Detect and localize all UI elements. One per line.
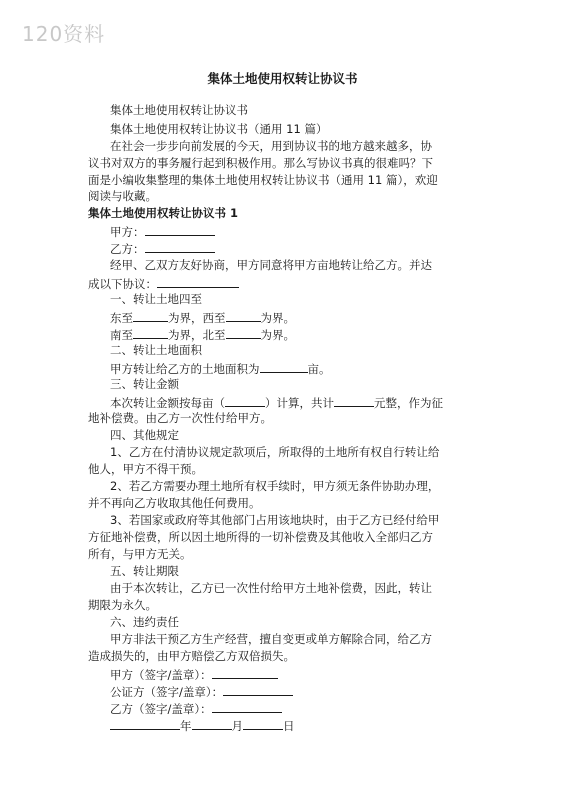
clause-heading-3: 三、转让金额 bbox=[110, 377, 179, 391]
signature-party-a bbox=[110, 666, 278, 683]
boundary-end: 为界。 bbox=[260, 311, 295, 325]
intro-paragraph-line: 阅读与收藏。 bbox=[88, 189, 157, 203]
boundary-line-1 bbox=[110, 309, 295, 326]
consult-text: 成以下协议： bbox=[88, 277, 157, 291]
year-label: 年 bbox=[180, 719, 192, 733]
party-a-label: 甲方： bbox=[110, 225, 145, 239]
sign-notary-blank bbox=[223, 683, 293, 696]
rule-2-line-2: 并不再向乙方收取其他任何费用。 bbox=[88, 496, 261, 510]
day-label: 日 bbox=[283, 719, 295, 733]
term-line: 由于本次转让，乙方已一次性付给甲方土地补偿费，因此，转让 bbox=[110, 581, 432, 595]
north-blank bbox=[226, 326, 261, 339]
sign-a-label: 甲方（签字/盖章）： bbox=[110, 668, 212, 682]
term-line-2: 期限为永久。 bbox=[88, 598, 157, 612]
party-b-blank bbox=[145, 240, 215, 253]
clause-heading-1: 一、转让土地四至 bbox=[110, 292, 202, 306]
month-label: 月 bbox=[231, 719, 243, 733]
amount-line-2: 地补偿费。由乙方一次性付给甲方。 bbox=[88, 411, 272, 425]
south-label: 南至 bbox=[110, 328, 133, 342]
rule-3-line: 3、若国家或政府等其他部门占用该地块时，由于乙方已经付给甲 bbox=[110, 513, 440, 527]
east-label: 东至 bbox=[110, 311, 133, 325]
year-blank bbox=[110, 717, 180, 730]
sign-a-blank bbox=[212, 666, 278, 679]
intro-line-2: 集体土地使用权转让协议书（通用 11 篇） bbox=[110, 122, 328, 136]
south-blank bbox=[133, 326, 168, 339]
clause-heading-2: 二、转让土地面积 bbox=[110, 343, 202, 357]
sign-b-blank bbox=[212, 700, 282, 713]
consult-line: 经甲、乙双方友好协商，甲方同意将甲方亩地转让给乙方。并达 bbox=[110, 258, 432, 272]
area-unit: 亩。 bbox=[307, 362, 331, 376]
clause-heading-4: 四、其他规定 bbox=[110, 428, 179, 442]
party-a-blank bbox=[145, 223, 215, 236]
boundary-line-2 bbox=[110, 326, 295, 343]
intro-line-1: 集体土地使用权转让协议书 bbox=[110, 103, 248, 117]
consult-blank bbox=[157, 275, 239, 288]
north-label: 为界，北至 bbox=[168, 328, 226, 342]
amount-text-b: ）计算，共计 bbox=[265, 396, 334, 410]
rule-3-line-3: 所有，与甲方无关。 bbox=[88, 547, 192, 561]
section-heading: 集体土地使用权转让协议书 1 bbox=[88, 206, 239, 220]
intro-paragraph-line: 议书对双方的事务履行起到积极作用。那么写协议书真的很难吗？下 bbox=[88, 156, 433, 170]
amount-line bbox=[110, 394, 443, 411]
rule-1-line: 1、乙方在付清协议规定款项后，所取得的土地所有权自行转让给 bbox=[110, 445, 440, 459]
signature-party-b bbox=[110, 700, 282, 717]
sign-b-label: 乙方（签字/盖章）： bbox=[110, 702, 212, 716]
amount-per-mu-blank bbox=[225, 394, 265, 407]
party-b-line bbox=[110, 240, 215, 257]
east-blank bbox=[133, 309, 168, 322]
west-label: 为界，西至 bbox=[168, 311, 226, 325]
area-line bbox=[110, 360, 331, 377]
area-blank bbox=[260, 360, 308, 373]
breach-line: 甲方非法干预乙方生产经营，擅自变更或单方解除合同，给乙方 bbox=[110, 632, 432, 646]
clause-heading-5: 五、转让期限 bbox=[110, 564, 179, 578]
intro-paragraph-line: 在社会一步步向前发展的今天，用到协议书的地方越来越多，协 bbox=[110, 139, 432, 153]
clause-heading-6: 六、违约责任 bbox=[110, 615, 179, 629]
rule-1-line-2: 他人，甲方不得干预。 bbox=[88, 462, 203, 476]
party-a-line bbox=[110, 223, 215, 240]
consult-line-2 bbox=[88, 275, 239, 292]
watermark-logo: 120资料 bbox=[22, 22, 106, 46]
month-blank bbox=[192, 717, 232, 730]
rule-2-line: 2、若乙方需要办理土地所有权手续时，甲方须无条件协助办理， bbox=[110, 479, 440, 493]
party-b-label: 乙方： bbox=[110, 242, 145, 256]
amount-text-a: 本次转让金额按每亩（ bbox=[110, 396, 225, 410]
breach-line-2: 造成损失的，由甲方赔偿乙方双倍损失。 bbox=[88, 649, 295, 663]
amount-total-blank bbox=[334, 394, 374, 407]
area-text: 甲方转让给乙方的土地面积为 bbox=[110, 362, 260, 376]
document-title: 集体土地使用权转让协议书 bbox=[207, 71, 358, 86]
intro-paragraph-line: 面是小编收集整理的集体土地使用权转让协议书（通用 11 篇），欢迎 bbox=[88, 173, 438, 187]
signature-notary bbox=[110, 683, 293, 700]
sign-notary-label: 公证方（签字/盖章）： bbox=[110, 685, 224, 699]
boundary-end: 为界。 bbox=[260, 328, 295, 342]
west-blank bbox=[226, 309, 261, 322]
rule-3-line-2: 方征地补偿费，所以因土地所得的一切补偿费及其他收入全部归乙方 bbox=[88, 530, 433, 544]
day-blank bbox=[243, 717, 283, 730]
date-line bbox=[110, 717, 295, 734]
amount-text-c: 元整，作为征 bbox=[374, 396, 443, 410]
